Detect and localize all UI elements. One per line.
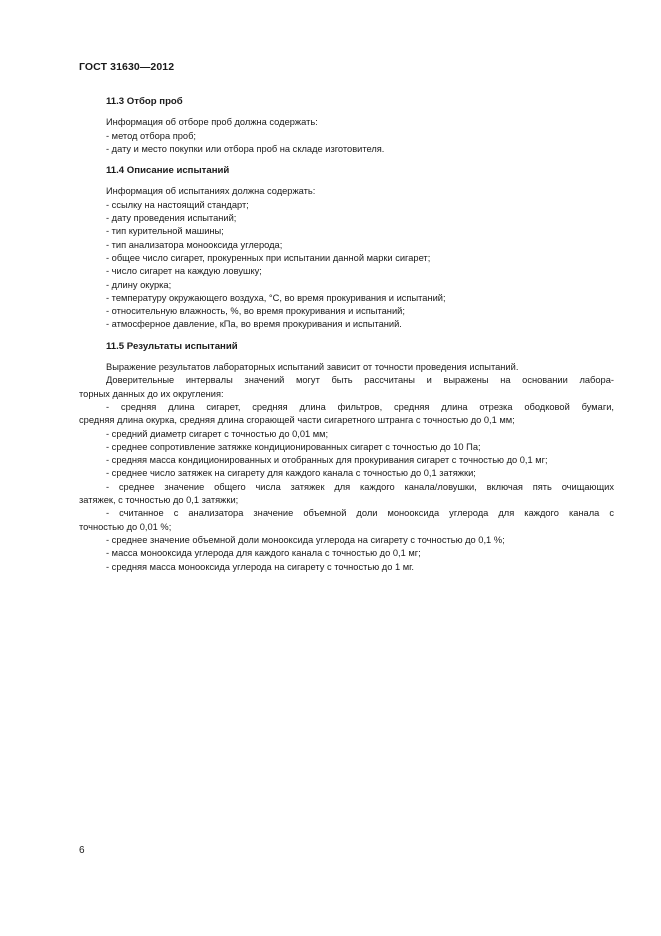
list-item: - ссылку на настоящий стандарт; xyxy=(106,199,249,210)
list-item: - среднее значение общего числа затяжек для каждого канала/ловушки, включая пять очищающих xyxy=(106,481,614,492)
list-item: - считанное с анализатора значение объемной доли монооксида углерода для каждого канала с xyxy=(106,508,614,519)
list-item: - длину окурка; xyxy=(106,279,172,290)
list-item: - среднее число затяжек на сигарету для каждого канала с точностью до 0,1 затяжки; xyxy=(106,468,476,479)
list-item: - масса монооксида углерода для каждого канала с точностью до 0,1 мг; xyxy=(106,548,421,559)
text-line: точностью до 0,01 %; xyxy=(79,521,172,532)
list-item: - среднее значение объемной доли монооксида углерода на сигарету с точностью до 0,1 %; xyxy=(106,534,505,545)
list-item: - средняя длина сигарет, средняя длина фильтров, средняя длина отрезка ободковой бумаги, xyxy=(106,401,614,412)
page-number: 6 xyxy=(79,845,85,856)
list-item: - температуру окружающего воздуха, °С, во время прокуривания и испытаний; xyxy=(106,292,446,303)
list-item: - относительную влажность, %, во время прокуривания и испытаний; xyxy=(106,306,405,317)
section-11-5 xyxy=(79,340,614,574)
text-line: Доверительные интервалы значений могут быть рассчитаны и выражены на основании лабора- xyxy=(106,375,614,386)
list-item: - общее число сигарет, прокуренных при испытании данной марки сигарет; xyxy=(106,252,431,263)
section-11-4 xyxy=(106,164,614,332)
text-line: Информация об испытаниях должна содержать: xyxy=(106,186,316,197)
document-header: ГОСТ 31630—2012 xyxy=(79,61,175,73)
results-text xyxy=(79,361,614,574)
list-item: - число сигарет на каждую ловушку; xyxy=(106,266,262,277)
list-item: - средняя масса кондиционированных и отобранных для прокуривания сигарет с точностью до 0,1 мг; xyxy=(106,455,548,466)
list-item: - средний диаметр сигарет с точностью до 0,01 мм; xyxy=(106,428,329,439)
text-line: средняя длина окурка, средняя длина сгорающей части сигаретного штранга с точностью до 0,1 мм; xyxy=(79,415,515,426)
list-item: - дату и место покупки или отбора проб на складе изготовителя. xyxy=(106,143,385,154)
list-item: - дату проведения испытаний; xyxy=(106,213,237,224)
list-item: - тип анализатора монооксида углерода; xyxy=(106,239,283,250)
text-line: Информация об отборе проб должна содержать: xyxy=(106,117,318,128)
list-item: - среднее сопротивление затяжке кондиционированных сигарет с точностью до 10 Па; xyxy=(106,441,481,452)
document-body xyxy=(79,95,614,582)
section-11-3 xyxy=(106,95,614,156)
list-item: - атмосферное давление, кПа, во время прокуривания и испытаний. xyxy=(106,319,402,330)
text-line: Выражение результатов лабораторных испытаний зависит от точности проведения испытаний. xyxy=(106,362,519,373)
list-item: - тип курительной машины; xyxy=(106,226,224,237)
section-title: 11.3 Отбор проб xyxy=(106,96,183,107)
list-item: - средняя масса монооксида углерода на сигарету с точностью до 1 мг. xyxy=(106,561,414,572)
section-title: 11.4 Описание испытаний xyxy=(106,165,230,177)
text-line: затяжек, с точностью до 0,1 затяжки; xyxy=(79,495,239,506)
text-line: торных данных до их округления: xyxy=(79,388,224,399)
section-title: 11.5 Результаты испытаний xyxy=(106,340,238,352)
list-item: - метод отбора проб; xyxy=(106,130,196,141)
